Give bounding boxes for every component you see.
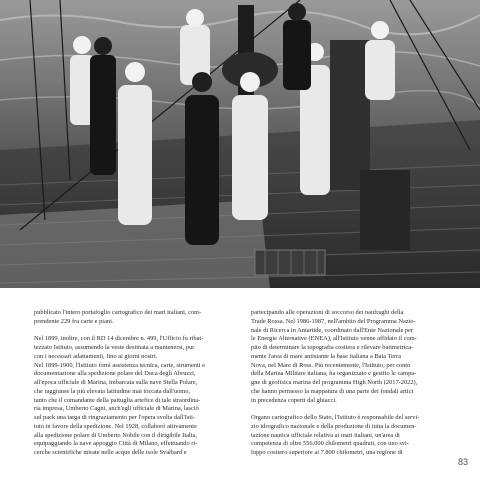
- text-column-right: [251, 309, 447, 467]
- paragraph: pubblicato l'intero portafoglio cartografico dei mari italiani, com- prendente 229 fra carte e piani.: [34, 309, 202, 325]
- paragraph: Organo cartografico dello Stato, l'Istituto è responsabile del servi- zio idrografico nazionale e della produzione di tutta la documen- tazione nautica ufficiale relativa ai mari italiani, un'area di competenza di oltre 556.000 chilometri quadrati, con uno svi- luppo costiero superiore ai 7.800 chilometri, una regione di: [251, 414, 420, 456]
- text-column-left: [34, 309, 230, 467]
- paragraph: Nel 1899, inoltre, con il RD 14 dicembre n. 499, l'Ufficio fu ribat- tezzato Istituto, assumendo la veste destinata a mantenersi, pur con i necessari adattamenti, fino ai giorni nostri. Nel 1899-1900, l'Istituto fornì assistenza tecnica, carte, strumenti e documentazione alla spedizione polare del Duca degli Abruzzi, all'epoca ufficiale di Marina, imbarcata sulla nave Stella Polare, che raggiunse la più elevata latitudine mai toccata dall'uomo, tanto che il comandante della pattuglia artefice di tale straordina- ria impresa, Umberto Cagni, anch'egli ufficiale di Marina, lasciò sul pack una targa di ringraziamento per l'opera svolta dall'Isti- tuto in favore della spedizione. Nel 1928, collaborò attivamente alla spedizione polare di Umberto Nobile con il dirigibile Italia, equipaggiando la nave appoggio Città di Milano, effettuando ri- cerche scientifiche mirate nelle acque delle isole Svalbard e: [34, 335, 205, 456]
- paragraph: partecipando alle operazioni di soccorso dei naufraghi della Trade Rossa. Nel 1986-1987, nell'ambito del Programma Nazio- nale di Ricerca in Antartide, coordinato dall'Ente Nazionale per le Energie Alternative (ENEA), all'Istituto venne affidato il com- pito di determinare la topografia costiera e rilevare batimetrica- mente l'area di mare antistante la base italiana a Baia Terra Nova, nel Mare di Ross. Più recentemente, l'Istituto, per conto della Marina Militare italiana, ha organizzato e gestito le campa- gne di geofisica marina del programma High North (2017-2022), che hanno permesso la mappatura di una parte dei fondali artici in precedenza coperti dal ghiacci.: [251, 309, 418, 404]
- page-number: 83: [457, 457, 468, 467]
